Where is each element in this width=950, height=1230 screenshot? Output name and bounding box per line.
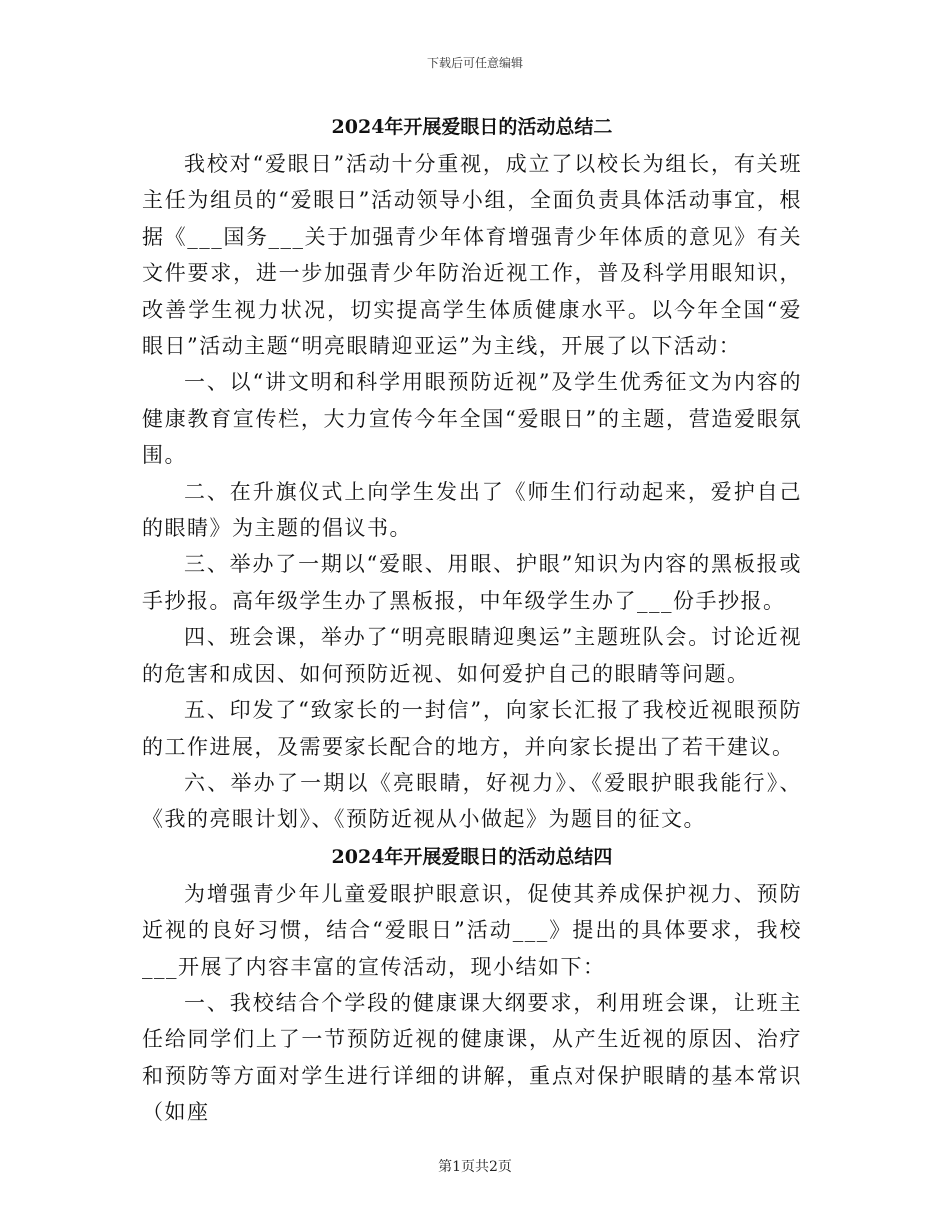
section-title: 2024年开展爱眼日的活动总结二 xyxy=(331,116,613,138)
paragraph: 四、班会课，举办了“明亮眼睛迎奥运”主题班队会。讨论近视的危害和成因、如何预防近视、如何爱护自己的眼睛等问题。 xyxy=(142,625,802,686)
paragraph: 一、我校结合个学段的健康课大纲要求，利用班会课，让班主任给同学们上了一节预防近视的健康课，从产生近视的原因、治疗和预防等方面对学生进行详细的讲解，重点对保护眼睛的基本常识（如座 xyxy=(142,990,802,1125)
paragraph: 五、印发了“致家长的一封信”，向家长汇报了我校近视眼预防的工作进展，及需要家长配合的地方，并向家长提出了若干建议。 xyxy=(142,698,802,759)
paragraph: 为增强青少年儿童爱眼护眼意识，促使其养成保护视力、预防近视的良好习惯，结合“爱眼日”活动___》提出的具体要求，我校___开展了内容丰富的宣传活动，现小结如下： xyxy=(142,881,802,979)
paragraph: 三、举办了一期以“爱眼、用眼、护眼”知识为内容的黑板报或手抄报。高年级学生办了黑板报，中年级学生办了___份手抄报。 xyxy=(142,552,802,613)
section-2 xyxy=(142,108,802,838)
paragraph: 六、举办了一期以《亮眼睛，好视力》、《爱眼护眼我能行》、《我的亮眼计划》、《预防近视从小做起》为题目的征文。 xyxy=(142,770,802,832)
paragraph: 一、以“讲文明和科学用眼预防近视”及学生优秀征文为内容的健康教育宣传栏，大力宣传今年全国“爱眼日”的主题，营造爱眼氛围。 xyxy=(142,370,802,468)
section-title: 2024年开展爱眼日的活动总结四 xyxy=(331,845,613,868)
document-body xyxy=(142,108,802,1131)
paragraph: 我校对“爱眼日”活动十分重视，成立了以校长为组长，有关班主任为组员的“爱眼日”活动领导小组，全面负责具体活动事宜，根据《___国务___关于加强青少年体育增强青少年体质的意见》有关文件要求，进一步加强青少年防治近视工作，普及科学用眼知识，改善学生视力状况，切实提高学生体质健康水平。以今年全国“爱眼日”活动主题“明亮眼睛迎亚运”为主线，开展了以下活动： xyxy=(142,152,802,359)
page-footer: 第1页共2页 xyxy=(438,1159,512,1175)
page-header-note: 下载后可任意编辑 xyxy=(426,56,523,70)
section-4 xyxy=(142,838,802,1131)
paragraph: 二、在升旗仪式上向学生发出了《师生们行动起来，爱护自己的眼睛》为主题的倡议书。 xyxy=(142,479,802,541)
